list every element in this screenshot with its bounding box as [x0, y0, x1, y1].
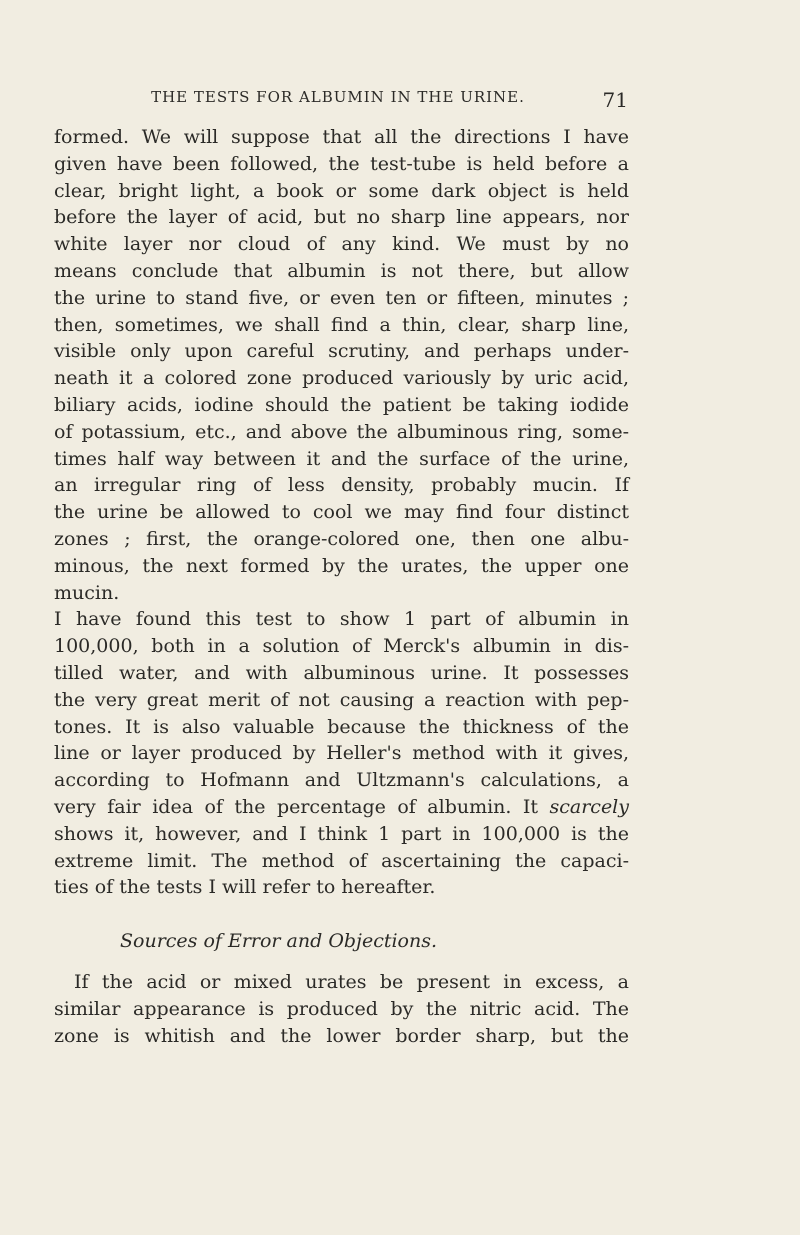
italic-word: scarcely	[549, 795, 629, 818]
text-line: line or layer produced by Heller's method with it gives,	[54, 742, 629, 765]
section-heading: Sources of Error and Objections.	[120, 930, 438, 952]
text-line: zone is whitish and the lower border sharp, but the	[54, 1024, 629, 1047]
text-line: I have found this test to show 1 part of albumin in	[54, 608, 629, 631]
text-line: 100,000, both in a solution of Merck's albumin in dis-	[54, 635, 629, 658]
text-line: tilled water, and with albuminous urine. It possesses	[54, 661, 629, 684]
text-line: of potassium, etc., and above the albuminous ring, some-	[54, 420, 629, 443]
text-line: white layer nor cloud of any kind. We must by no	[54, 233, 629, 256]
text-line: given have been followed, the test-tube is held before a	[54, 152, 629, 175]
text-line: times half way between it and the surface of the urine,	[54, 447, 629, 470]
text-line: means conclude that albumin is not there, but allow	[54, 259, 629, 282]
text-line: minous, the next formed by the urates, the upper one	[54, 554, 629, 577]
text-line: similar appearance is produced by the nitric acid. The	[54, 997, 629, 1020]
text-line: clear, bright light, a book or some dark object is held	[54, 179, 629, 202]
text-line: biliary acids, iodine should the patient be taking iodide	[54, 393, 629, 416]
text-line: then, sometimes, we shall find a thin, clear, sharp line,	[54, 313, 629, 336]
text-segment: very fair idea of the percentage of albumin. It	[54, 795, 539, 818]
text-line: ties of the tests I will refer to hereafter.	[54, 876, 436, 899]
text-line: according to Hofmann and Ultzmann's calculations, a	[54, 769, 629, 792]
text-line: before the layer of acid, but no sharp line appears, nor	[54, 206, 629, 229]
text-line: neath it a colored zone produced variously by uric acid,	[54, 367, 629, 390]
text-line: the urine be allowed to cool we may find four distinct	[54, 501, 629, 524]
page-number: 71	[602, 88, 628, 112]
text-line: If the acid or mixed urates be present in excess, a	[74, 971, 629, 993]
text-line: mucin.	[54, 581, 120, 604]
text-line: visible only upon careful scrutiny, and perhaps under-	[54, 340, 629, 363]
text-line-with-italic	[54, 794, 629, 821]
body-text	[54, 124, 629, 901]
text-line: the very great merit of not causing a reaction with pep-	[54, 688, 629, 711]
text-line: formed. We will suppose that all the directions I have	[54, 126, 629, 148]
running-title: THE TESTS FOR ALBUMIN IN THE URINE.	[151, 88, 525, 106]
text-line: zones ; first, the orange-colored one, then one albu-	[54, 527, 629, 550]
text-line: extreme limit. The method of ascertaining the capaci-	[54, 849, 629, 872]
section-text	[54, 969, 629, 1049]
text-line: an irregular ring of less density, probably mucin. If	[54, 474, 629, 497]
text-line: tones. It is also valuable because the thickness of the	[54, 715, 629, 738]
text-line: shows it, however, and I think 1 part in 100,000 is the	[54, 822, 629, 845]
text-line: the urine to stand five, or even ten or fifteen, minutes ;	[54, 286, 629, 309]
